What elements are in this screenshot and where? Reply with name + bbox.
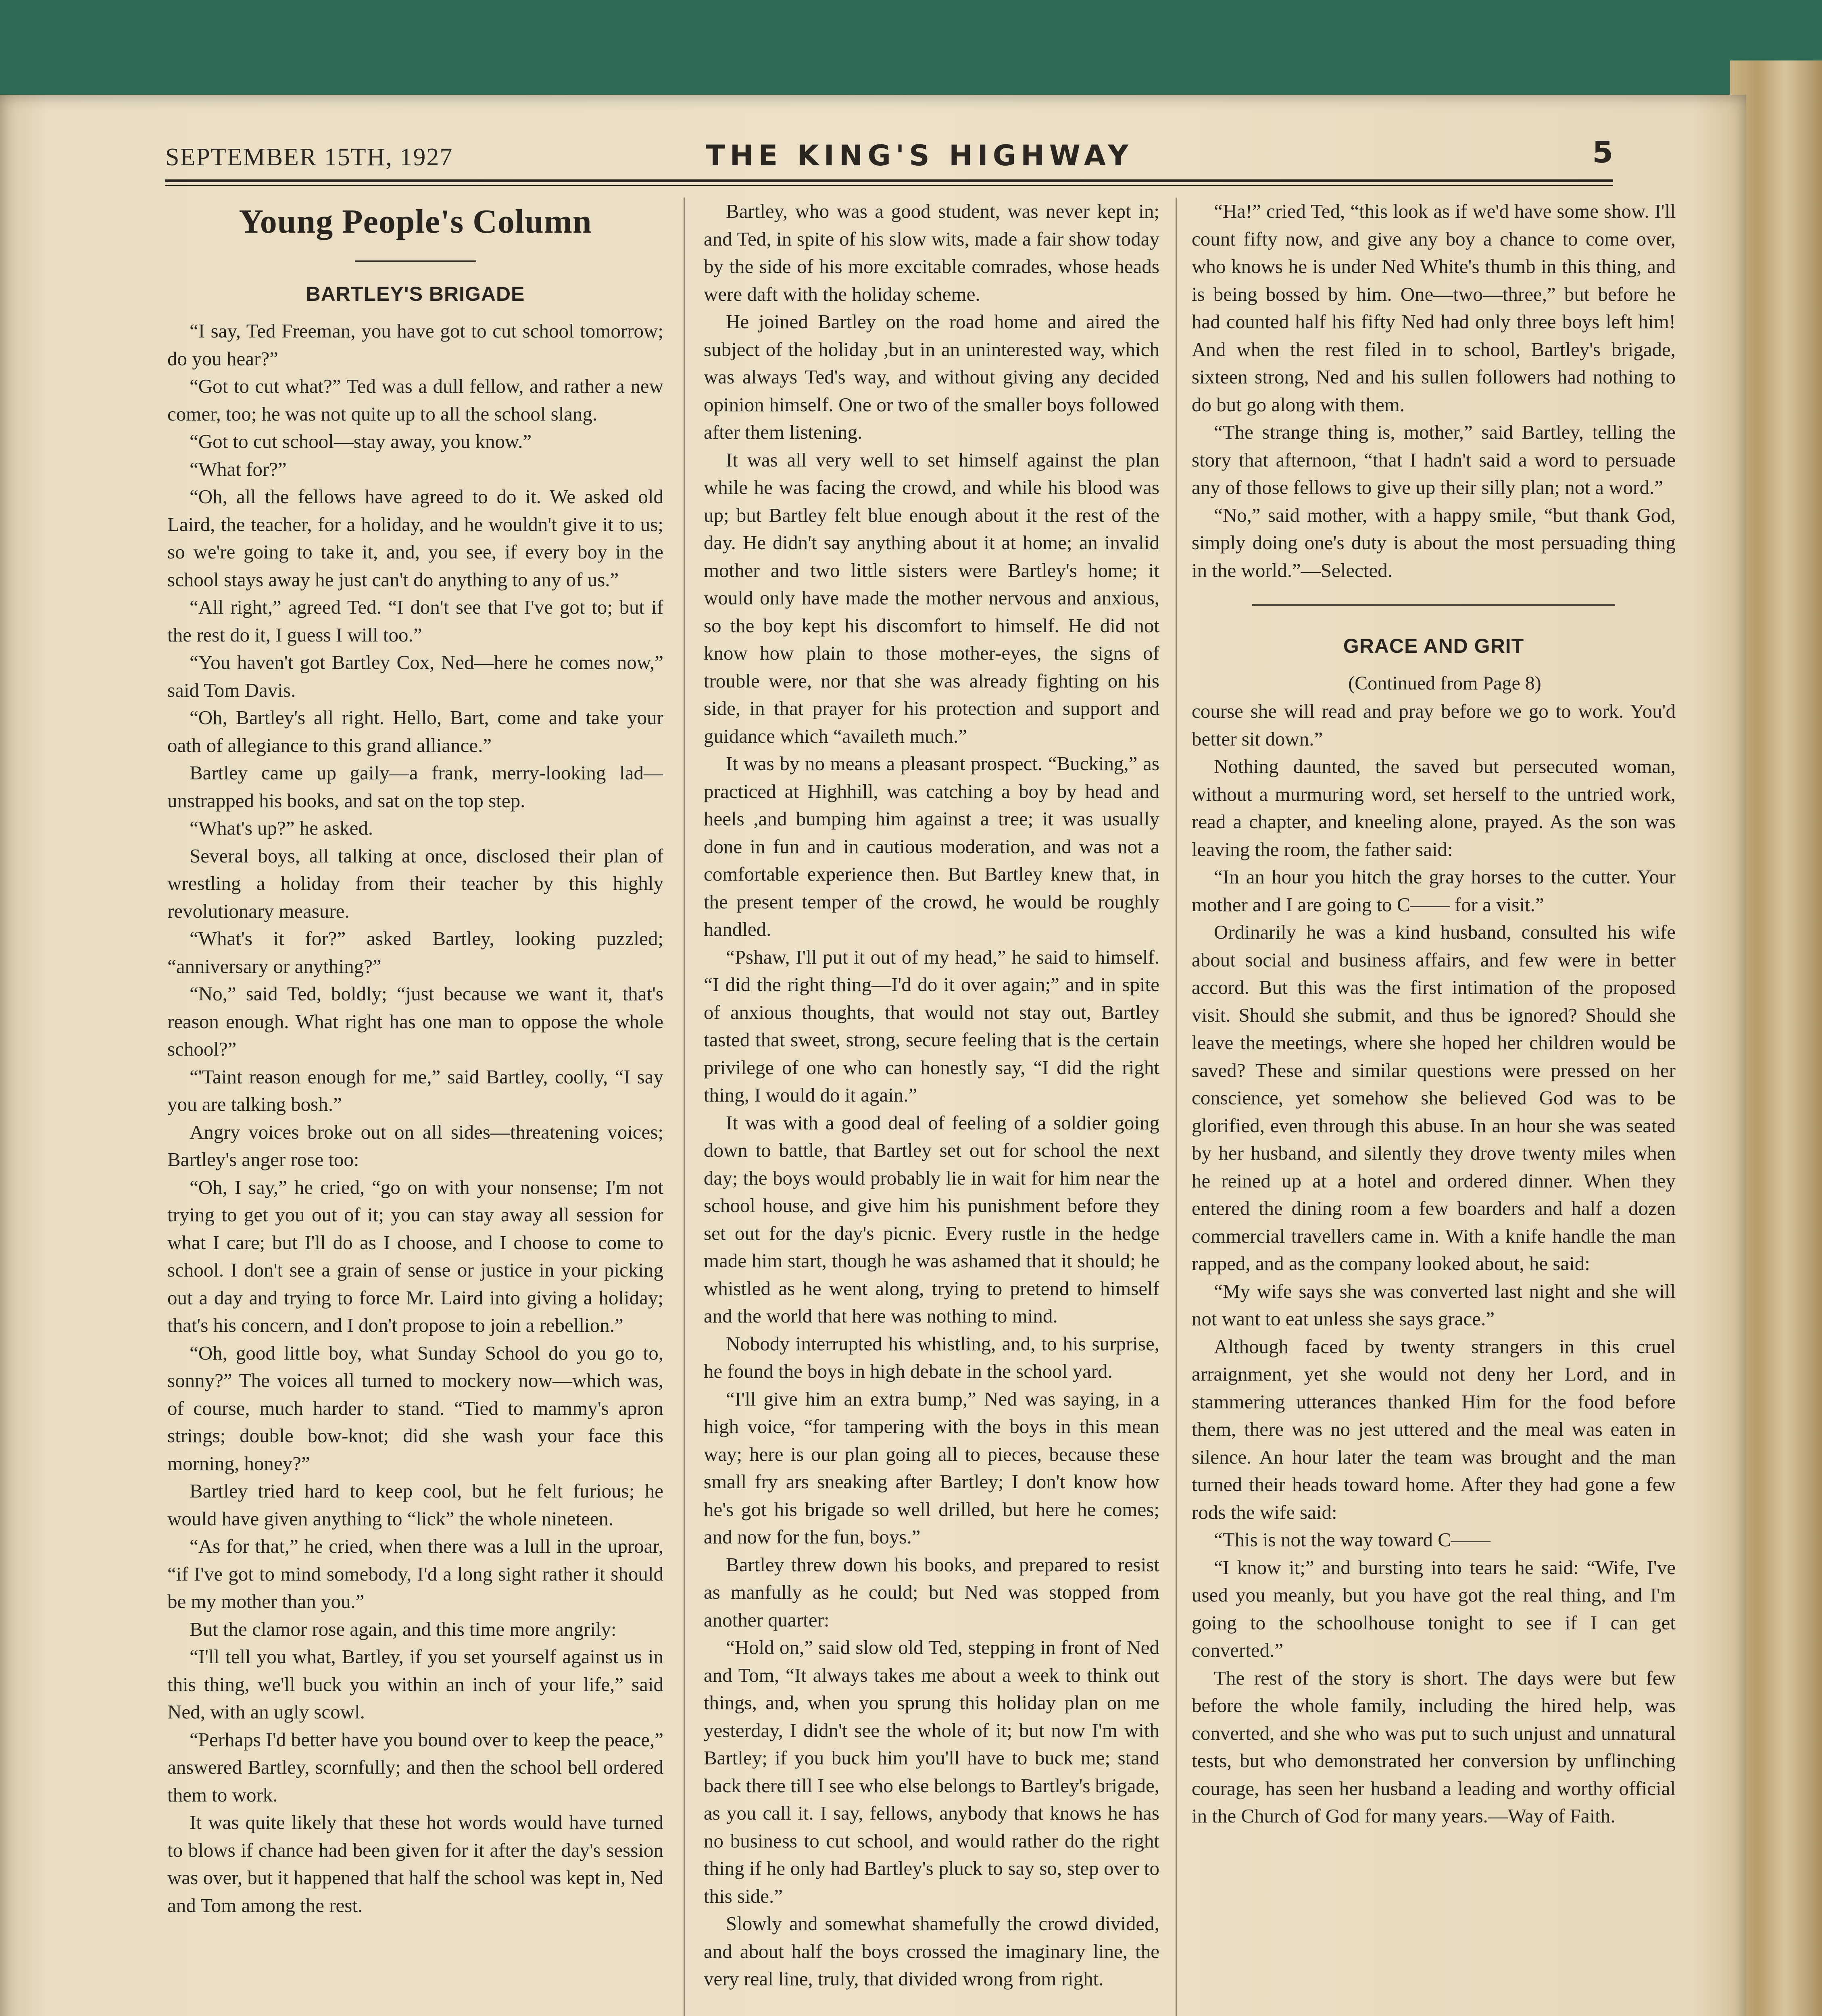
- paragraph: “Got to cut school—stay away, you know.”: [190, 430, 532, 452]
- paragraph: It was with a good deal of feeling of a soldier going down to battle, that Bartley set out for school the next day; the boys would probably lie in wait for him near the school house, and give him his punishment before they set out for the day's picnic. Every rustle in the hedge made him start, though he was ashamed that it should; he whistled as he went along, trying to pretend to himself and the world that here was nothing to mind.: [704, 1111, 1159, 1327]
- paragraph: “I'll give him an extra bump,” Ned was saying, in a high voice, “for tampering with the boys in this mean way; here is our plan going all to pieces, because these small fry ars sneaking after Bartley; I don't know how he's got his brigade so well drilled, but here he comes; and now for the fun, boys.”: [704, 1387, 1159, 1548]
- paragraph: Bartley, who was a good student, was never kept in; and Ted, in spite of his slow wits, made a fair show today by the side of his more excitable comrades, whose heads were daft with the holiday scheme.: [704, 200, 1159, 305]
- continued-note: (Continued from Page 8): [1348, 673, 1541, 694]
- paragraph: Bartley came up gaily—a frank, merry-looking lad—unstrapped his books, and sat on the top step.: [167, 762, 663, 812]
- header-rule-thin: [165, 185, 1613, 186]
- column-3: [1192, 198, 1676, 2016]
- column-2: [704, 198, 1159, 2016]
- paragraph: “'Taint reason enough for me,” said Bartley, coolly, “I say you are talking bosh.”: [167, 1065, 663, 1115]
- story-title-grace-and-grit: GRACE AND GRIT: [1343, 635, 1524, 657]
- paragraph: “I know it;” and bursting into tears he said: “Wife, I've used you meanly, but you have got the real thing, and I'm going to the schoolhouse tonight to see if I can get converted.”: [1192, 1556, 1676, 1661]
- paragraph: “No,” said Ted, boldly; “just because we want it, that's reason enough. What right has one man to oppose the whole school?”: [167, 983, 663, 1060]
- publication-title: THE KING'S HIGHWAY: [706, 139, 1133, 172]
- paragraph: “What for?”: [190, 458, 287, 480]
- newspaper-page: [0, 95, 1746, 2016]
- paragraph: “The strange thing is, mother,” said Bartley, telling the story that afternoon, “that I hadn't said a word to persuade any of those fellows to give up their silly plan; not a word.”: [1192, 421, 1676, 498]
- title-rule: [355, 260, 476, 262]
- paragraph: “As for that,” he cried, when there was a lull in the uproar, “if I've got to mind somebody, I'd a long sight rather it should be my mother than you.”: [167, 1535, 663, 1612]
- paragraph: “I'll tell you what, Bartley, if you set yourself against us in this thing, we'll buck you within an inch of your life,” said Ned, with an ugly scowl.: [167, 1645, 663, 1723]
- paragraph: “In an hour you hitch the gray horses to the cutter. Your mother and I are going to C—— for a visit.”: [1192, 866, 1676, 916]
- paragraph: But the clamor rose again, and this time more angrily:: [190, 1618, 617, 1640]
- page-number: 5: [1592, 135, 1613, 170]
- paragraph: Nobody interrupted his whistling, and, to his surprise, he found the boys in high debate in the school yard.: [704, 1332, 1159, 1382]
- paragraph: “Oh, all the fellows have agreed to do it. We asked old Laird, the teacher, for a holiday, and he wouldn't give it to us; so we're going to take it, and, you see, if every boy in the school stays away he just can't do anything to any of us.”: [167, 485, 663, 591]
- paragraph: “No,” said mother, with a happy smile, “but thank God, simply doing one's duty is about the most persuading thing in the world.”—Selected.: [1192, 504, 1676, 581]
- paragraph: Although faced by twenty strangers in this cruel arraignment, yet she would not deny her Lord, and in stammering utterances thanked Him for the food before them, there was no jest uttered and the meal was eaten in silence. An hour later the team was brought and the man turned their heads toward home. After they had gone a few rods the wife said:: [1192, 1335, 1676, 1523]
- paragraph: “Oh, good little boy, what Sunday School do you go to, sonny?” The voices all turned to mockery now—which was, of course, much harder to stand. “Tied to mammy's apron strings; double bow-knot; did she wash your face this morning, honey?”: [167, 1341, 663, 1475]
- paragraph: “Hold on,” said slow old Ted, stepping in front of Ned and Tom, “It always takes me about a week to think out things, and, when you sprung this holiday plan on me yesterday, I didn't see the whole of it; but now I'm with Bartley; if you buck him you'll have to buck me; stand back there till I see who else belongs to Bartley's brigade, as you call it. I say, fellows, anybody that knows he has no business to cut school, and would rather do the right thing if he only had Bartley's pluck to say so, step over to this side.”: [704, 1636, 1159, 1907]
- paragraph: “Oh, I say,” he cried, “go on with your nonsense; I'm not trying to get you out of it; you can stay away all session for what I care; but I'll do as I choose, and I choose to come to school. I don't see a grain of sense or justice in your picking out a day and trying to force Mr. Laird into giving a holiday; that's his concern, and I don't propose to join a rebellion.”: [167, 1176, 663, 1336]
- paragraph: Bartley threw down his books, and prepared to resist as manfully as he could; but Ned was stopped from another quarter:: [704, 1553, 1159, 1631]
- paragraph: Bartley tried hard to keep cool, but he felt furious; he would have given anything to “lick” the whole nineteen.: [167, 1480, 663, 1530]
- paragraph: Nothing daunted, the saved but persecuted woman, without a murmuring word, set herself to the untried work, read a chapter, and kneeling alone, prayed. As the son was leaving the room, the father said:: [1192, 755, 1676, 860]
- paragraph: It was all very well to set himself against the plan while he was facing the crowd, and while his blood was up; but Bartley felt blue enough about it the rest of the day. He didn't say anything about it at home; an invalid mother and two little sisters were Bartley's home; it would only have made the mother nervous and anxious, so the boy kept his discomfort to himself. He did not know how plain to those mother-eyes, the signs of trouble were, nor that she was already fighting on his side, in that prayer for his protection and support and guidance which “availeth much.”: [704, 448, 1159, 747]
- paragraph: He joined Bartley on the road home and aired the subject of the holiday ,but in an uninterested way, which was always Ted's way, and without giving any decided opinion himself. One or two of the smaller boys followed after them listening.: [704, 310, 1159, 443]
- paragraph: course she will read and pray before we go to work. You'd better sit down.”: [1192, 700, 1676, 750]
- paragraph: It was by no means a pleasant prospect. “Bucking,” as practiced at Highhill, was catching a boy by head and heels ,and bumping him against a tree; it was usually done in fun and in cautious moderation, and was not a comfortable experience then. But Bartley knew that, in the present temper of the crowd, he would be roughly handled.: [704, 752, 1159, 940]
- paragraph: It was quite likely that these hot words would have turned to blows if chance had been given for it after the day's session was over, but it happened that half the school was kept in, Ned and Tom among the rest.: [167, 1811, 663, 1916]
- story-title-bartleys-brigade: BARTLEY'S BRIGADE: [306, 283, 525, 305]
- running-head: [165, 135, 1613, 179]
- column-divider: [1176, 198, 1177, 2016]
- paragraph: “Oh, Bartley's all right. Hello, Bart, come and take your oath of allegiance to this grand alliance.”: [167, 706, 663, 756]
- paragraph: Several boys, all talking at once, disclosed their plan of wrestling a holiday from their teacher by this highly revolutionary measure.: [167, 844, 663, 922]
- section-title: Young People's Column: [239, 203, 592, 240]
- paragraph: “You haven't got Bartley Cox, Ned—here he comes now,” said Tom Davis.: [167, 651, 663, 701]
- paragraph: “All right,” agreed Ted. “I don't see that I've got to; but if the rest do it, I guess I will too.”: [167, 596, 663, 646]
- paragraph: “What's it for?” asked Bartley, looking puzzled; “anniversary or anything?”: [167, 927, 663, 977]
- column-1: [167, 198, 663, 2016]
- paragraph: “Ha!” cried Ted, “this look as if we'd have some show. I'll count fifty now, and give any boy a chance to come over, who knows he is under Ned White's thumb in this thing, and is being bossed by him. One—two—three,” but before he had counted half his fifty Ned had only three boys left him! And when the rest filed in to school, Bartley's brigade, sixteen strong, Ned and his sullen followers had nothing to do but go along with them.: [1192, 200, 1676, 416]
- paragraph: Ordinarily he was a kind husband, consulted his wife about social and business affairs, and few were in better accord. But this was the first intimation of the proposed visit. Should she submit, and thus be ignored? Should she leave the meetings, where she hoped her children would be saved? These and similar questions were pressed on her conscience, yet somehow she believed God was to be glorified, even through this abuse. In an hour she was seated by her husband, and silently they drove twenty miles when he reined up at a hotel and ordered dinner. When they entered the dining room a few boarders and half a dozen commercial travellers came in. With a knife handle the man rapped, and as the company looked about, he said:: [1192, 921, 1676, 1275]
- paragraph: “Pshaw, I'll put it out of my head,” he said to himself. “I did the right thing—I'd do it over again;” and in spite of anxious thoughts, that would not stay out, Bartley tasted that sweet, strong, secure feeling that is the certain privilege of one who can honestly say, “I did the right thing, I would do it again.”: [704, 946, 1159, 1106]
- paragraph: Angry voices broke out on all sides—threatening voices; Bartley's anger rose too:: [167, 1120, 663, 1170]
- story-separator-rule: [1252, 604, 1615, 606]
- paragraph: “This is not the way toward C——: [1214, 1529, 1491, 1551]
- column-divider: [684, 198, 685, 2016]
- paragraph: “I say, Ted Freeman, you have got to cut school tomorrow; do you hear?”: [167, 320, 663, 370]
- paragraph: “Got to cut what?” Ted was a dull fellow, and rather a new comer, too; he was not quite up to all the school slang.: [167, 375, 663, 425]
- paragraph: “What's up?” he asked.: [190, 817, 373, 839]
- paragraph: “Perhaps I'd better have you bound over to keep the peace,” answered Bartley, scornfully; and then the school bell ordered them to work.: [167, 1728, 663, 1806]
- paragraph: Slowly and somewhat shamefully the crowd divided, and about half the boys crossed the imaginary line, the very real line, truly, that divided wrong from right.: [704, 1912, 1159, 1990]
- paragraph: “My wife says she was converted last night and she will not want to eat unless she says grace.”: [1192, 1280, 1676, 1330]
- issue-date: SEPTEMBER 15TH, 1927: [165, 144, 453, 171]
- header-rule: [165, 179, 1613, 182]
- paragraph: The rest of the story is short. The days were but few before the whole family, including the hired help, was converted, and she who was put to such unjust and unnatural tests, but who demonstrated her conversion by unflinching courage, has seen her husband a leading and worthy official in the Church of God for many years.—Way of Faith.: [1192, 1666, 1676, 1827]
